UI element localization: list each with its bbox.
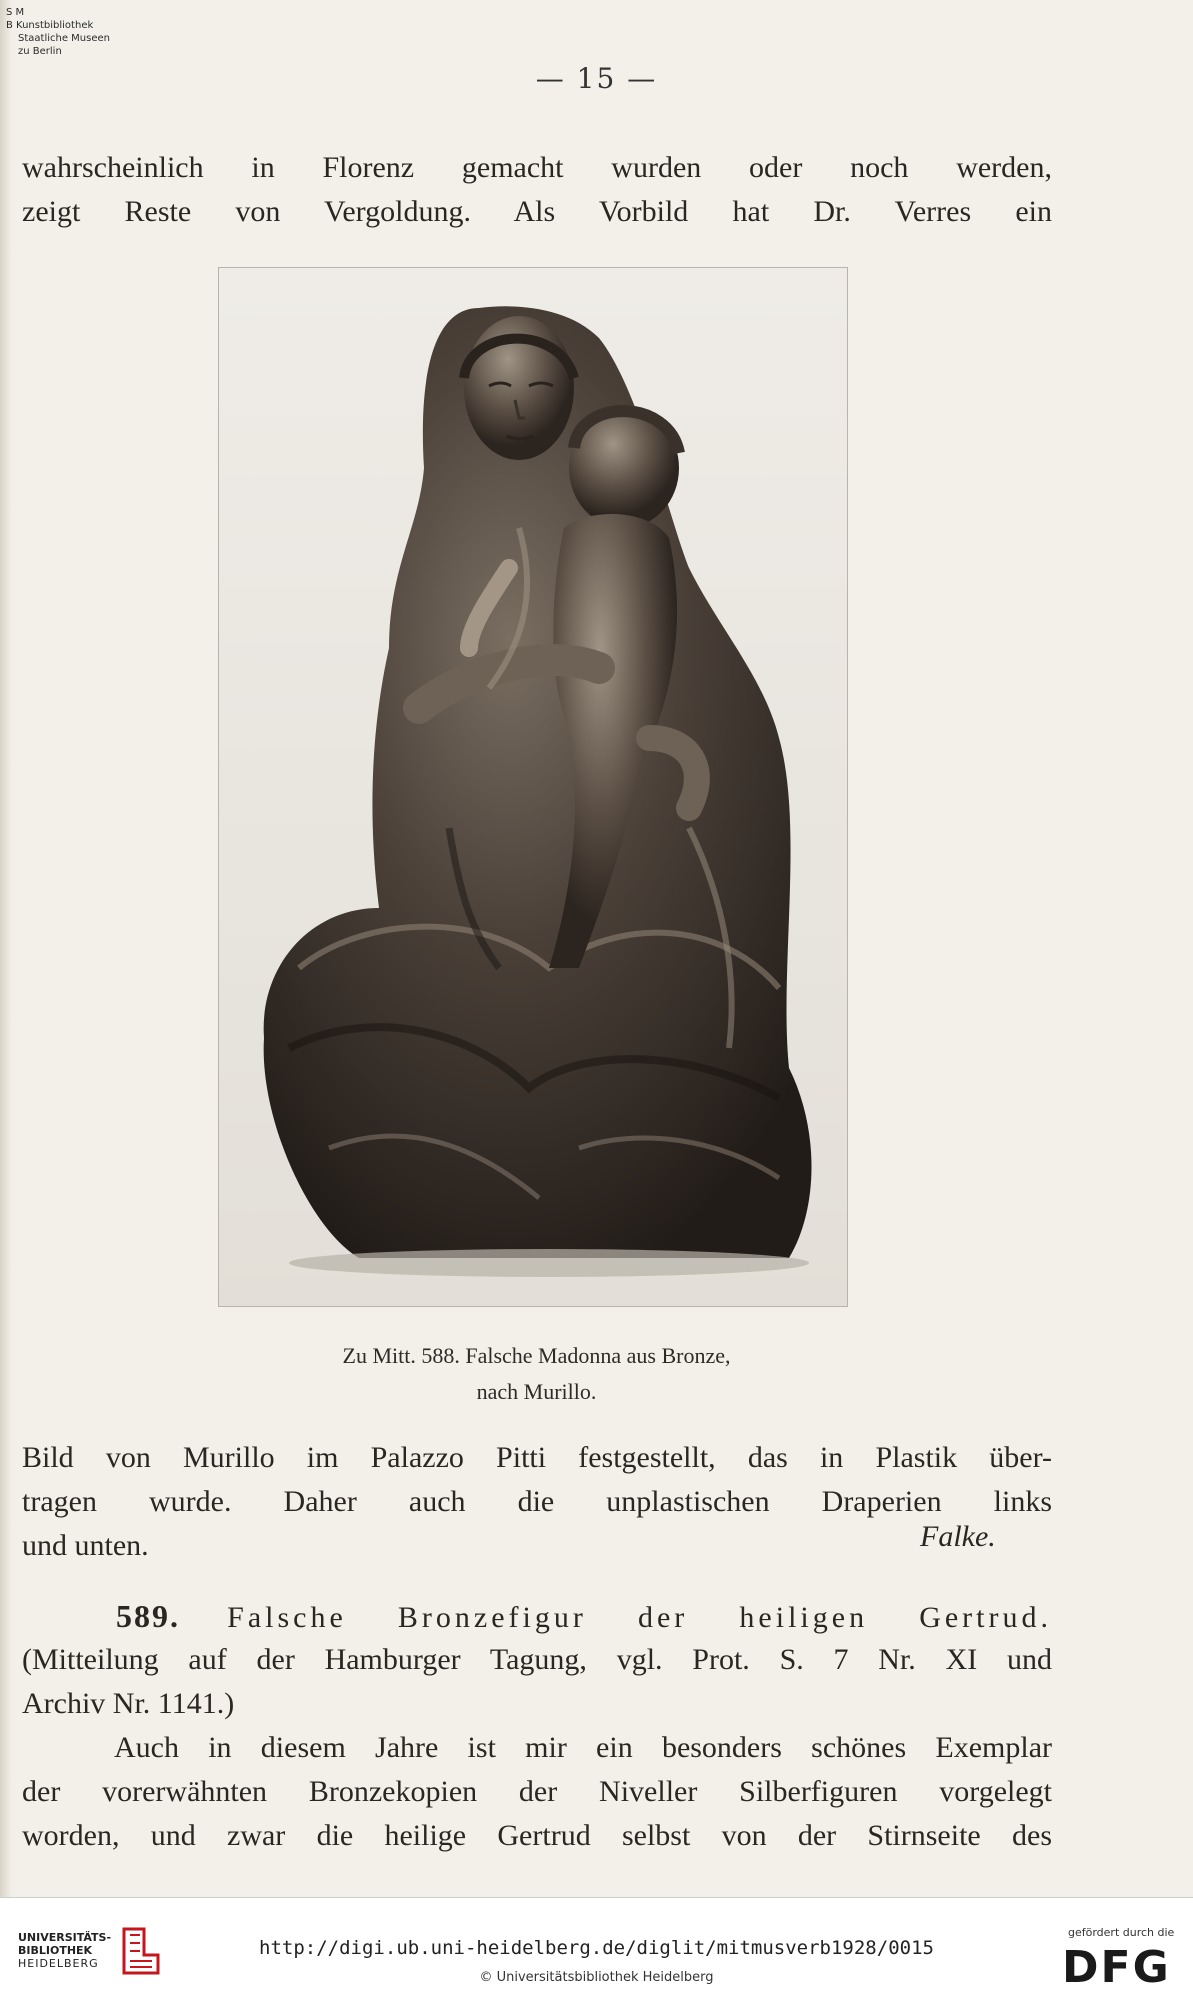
text-line: Archiv Nr. 1141.) <box>22 1687 235 1720</box>
text-line: zeigt Reste von Vergoldung. Als Vorbild hat Dr. Verres ein <box>22 195 1052 228</box>
page-edge <box>0 0 12 2001</box>
figure-caption-line: Zu Mitt. 588. Falsche Madonna aus Bronze, <box>342 1343 731 1368</box>
entry-heading <box>116 1594 1052 1640</box>
author-signature: Falke. <box>920 1520 996 1553</box>
stamp-line: B Kunstbibliothek <box>6 20 94 31</box>
text-line: und unten. <box>22 1529 149 1562</box>
text-line: der vorerwähnten Bronzekopien der Niveller Silberfiguren vorgelegt <box>22 1775 1052 1808</box>
text-line: tragen wurde. Daher auch die unplastischen Draperien links <box>22 1485 1052 1518</box>
logo-text-line: BIBLIOTHEK <box>18 1944 93 1957</box>
funding-note: gefördert durch die <box>1068 1926 1175 1939</box>
source-url-link[interactable]: http://digi.ub.uni-heidelberg.de/diglit/mitmusverb1928/0015 <box>259 1937 934 1959</box>
text-line: worden, und zwar die heilige Gertrud selbst von der Stirnseite des <box>22 1819 1052 1852</box>
text-line: Bild von Murillo im Palazzo Pitti festgestellt, das in Plastik über- <box>22 1441 1052 1474</box>
entry-number: 589. <box>116 1598 180 1634</box>
entry-title: Falsche Bronzefigur der heiligen Gertrud. <box>227 1601 1053 1634</box>
logo-text-line: HEIDELBERG <box>18 1957 99 1970</box>
text-line: Auch in diesem Jahre ist mir ein besonders schönes Exemplar <box>114 1731 1052 1764</box>
text-line: wahrscheinlich in Florenz gemacht wurden oder noch werden, <box>22 151 1052 184</box>
dfg-logo: DFG <box>1062 1942 1171 1993</box>
madonna-photo <box>218 267 848 1307</box>
madonna-figure-illustration <box>219 268 848 1307</box>
text-line: (Mitteilung auf der Hamburger Tagung, vgl. Prot. S. 7 Nr. XI und <box>22 1643 1052 1676</box>
library-stamp <box>6 6 110 58</box>
stamp-line: S M <box>6 7 25 18</box>
stamp-line: Staatliche Museen <box>18 33 110 44</box>
page-number: — 15 — <box>535 62 658 95</box>
stamp-line: zu Berlin <box>18 46 62 57</box>
figure-caption-line: nach Murillo. <box>476 1379 597 1404</box>
copyright-notice: © Universitätsbibliothek Heidelberg <box>479 1970 714 1985</box>
logo-text-line: UNIVERSITÄTS- <box>18 1931 112 1944</box>
